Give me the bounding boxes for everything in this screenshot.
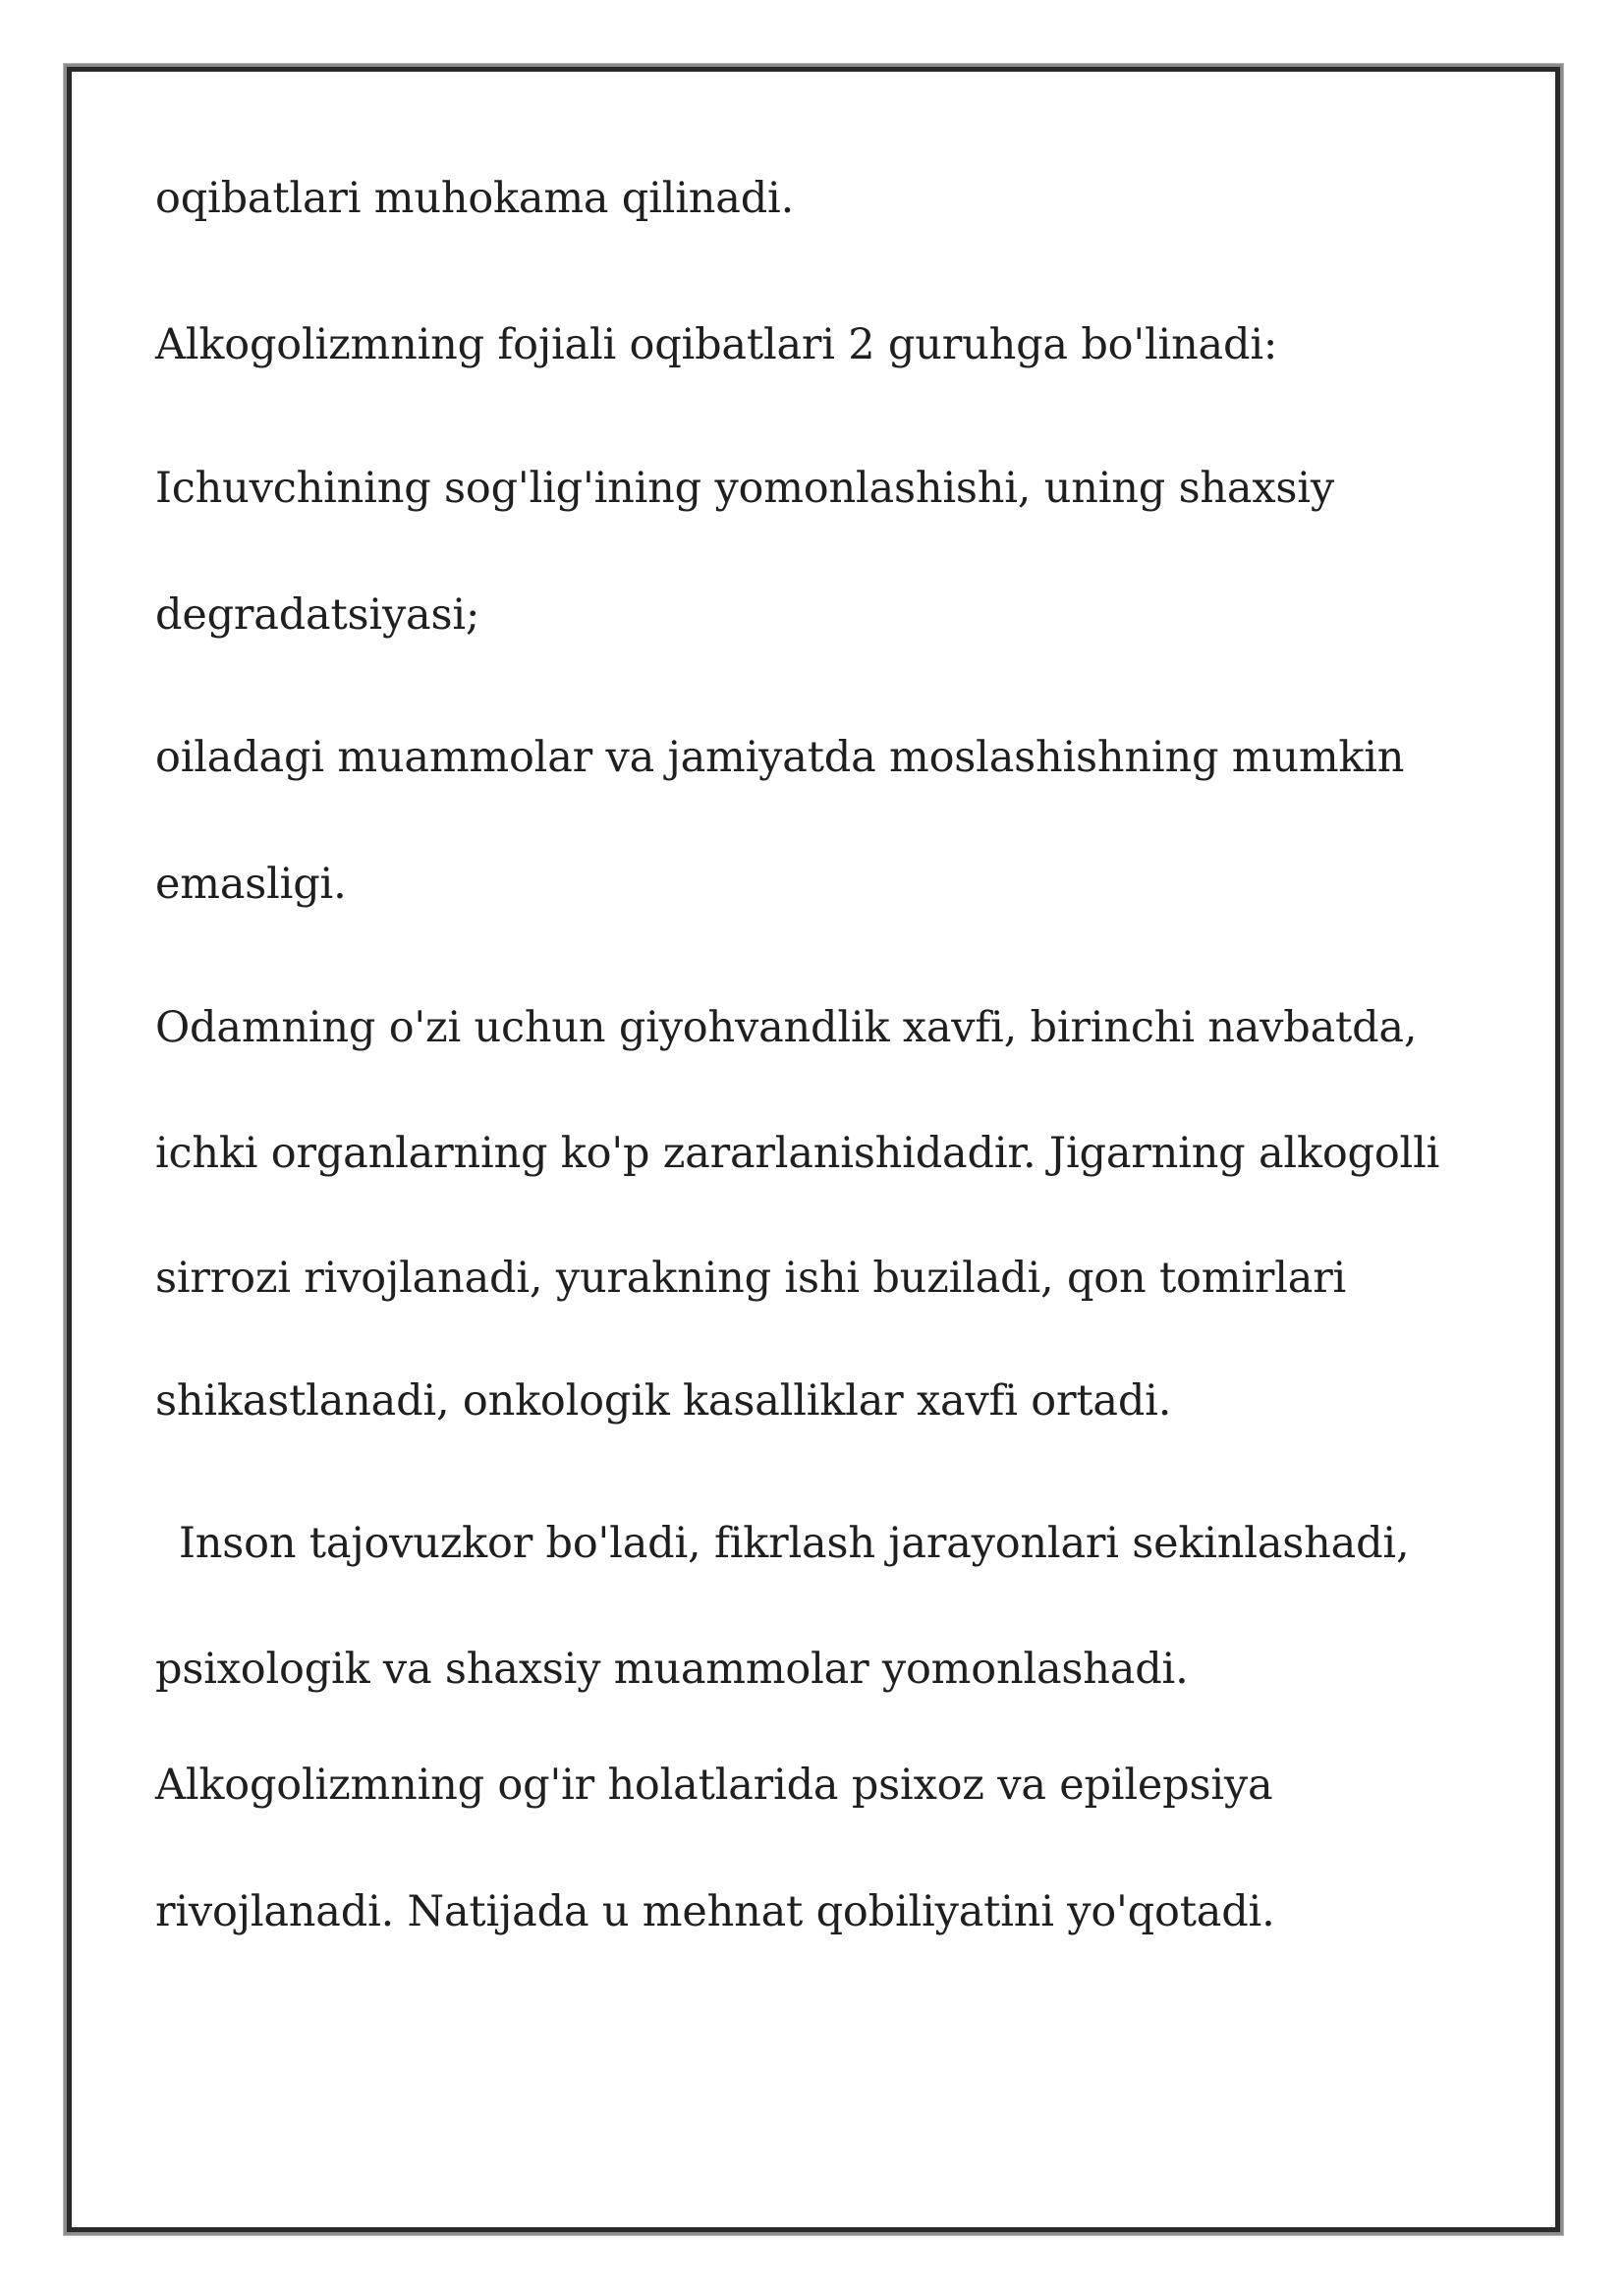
text-line: Inson tajovuzkor bo'ladi, fikrlash jarayonlari sekinlashadi, [179,1519,1410,1568]
text-line: sirrozi rivojlanadi, yurakning ishi buziladi, qon tomirlari [155,1254,1347,1303]
text-line: rivojlanadi. Natijada u mehnat qobiliyatini yo'qotadi. [155,1887,1275,1936]
text-line: oiladagi muammolar va jamiyatda moslashishning mumkin [155,733,1405,782]
text-line: emasligi. [155,860,347,909]
text-line: shikastlanadi, onkologik kasalliklar xavfi ortadi. [155,1376,1172,1426]
text-line: oqibatlari muhokama qilinadi. [155,174,795,223]
text-line: Ichuvchining sog'lig'ining yomonlashishi, uning shaxsiy [155,464,1334,513]
text-line: ichki organlarning ko'p zararlanishidadir. Jigarning alkogolli [155,1129,1440,1178]
text-line: Odamning o'zi uchun giyohvandlik xavfi, birinchi navbatda, [155,1003,1418,1052]
text-line: psixologik va shaxsiy muammolar yomonlashadi. [155,1645,1189,1694]
text-line: Alkogolizmning fojiali oqibatlari 2 guruhga bo'linadi: [155,320,1278,369]
text-line: degradatsiyasi; [155,590,480,640]
text-line: Alkogolizmning og'ir holatlarida psixoz va epilepsiya [155,1761,1273,1810]
